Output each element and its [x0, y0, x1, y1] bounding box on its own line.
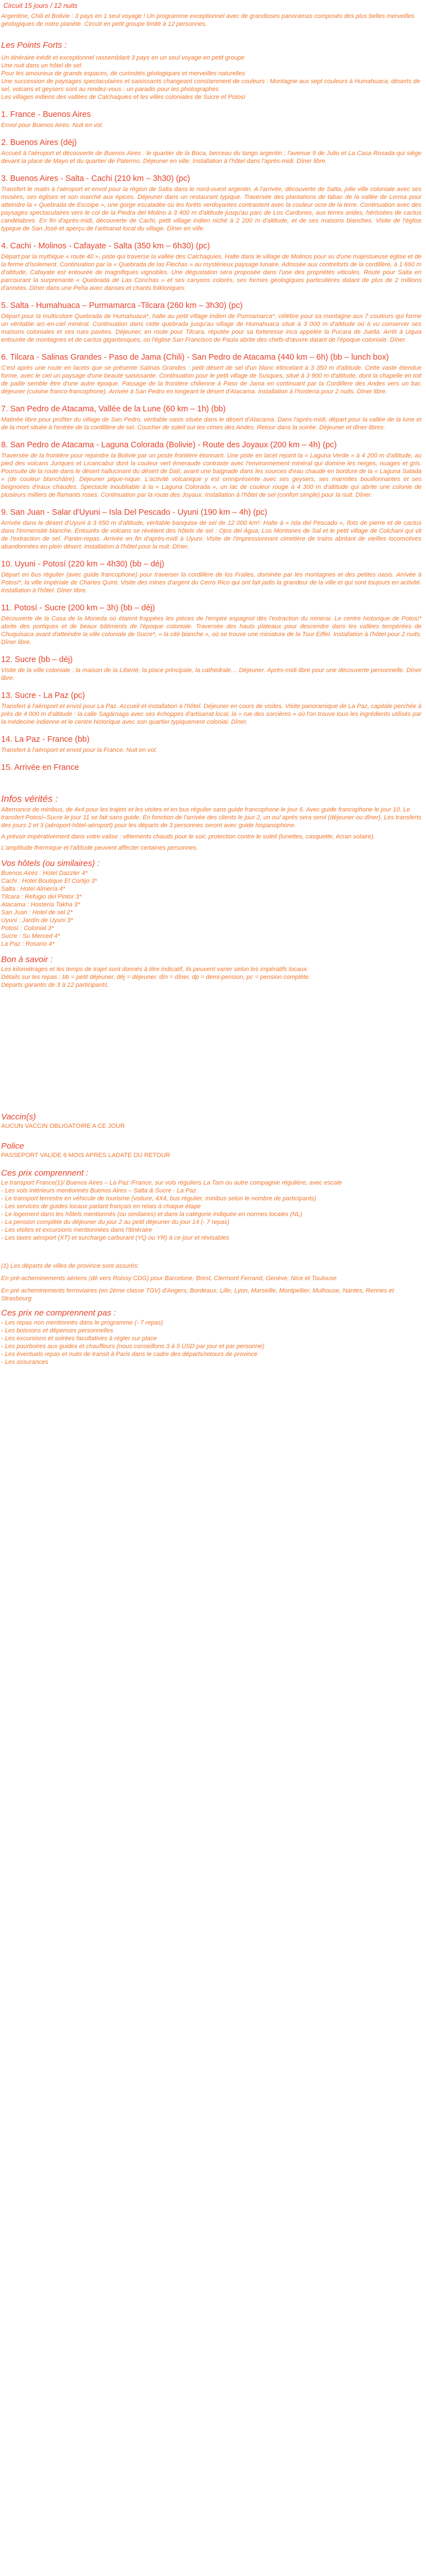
infos-title: Infos vérités : — [1, 793, 58, 804]
day-title: 15. Arrivée en France — [1, 763, 79, 772]
day-15 — [1, 763, 425, 773]
police-title: Police — [1, 1141, 24, 1151]
day-description: Découverte de la Casa de la Moneda où étaient frappées les pièces de l'empire espagnol dès l'extraction du minerai. Le centre historique de Potosí* abrite des portiques et de beaux bâtiments de l'époque coloniale. Traversée des hauts plateaux pour descendre dans les vallées tempérées de Chuquisaca avant d'atteindre la ville coloniale de Sucre*, « la cité blanche », où se trouve une miniature de la Tour Eiffel. Installation à l'hôtel pour 2 nuits. Dîner libre. — [1, 615, 422, 646]
exclus-list — [1, 1319, 425, 1366]
list-item: - Les excursions et soirées facultatives à régler sur place — [1, 1335, 157, 1342]
day-description: Départ pour la multicolore Quebrada de Humahuaca*, halte au petit village indien de Purmamarca*, célèbre pour sa montagne aux 7 couleurs qui forme un véritable arc-en-ciel minéral. Continuation dans cette quebrada jusqu'au village de Humahuaca situé à 3 000 m d'altitude où à vu conserver ses maisons coloniales et ses rues pavées. Déjeuner, en route pour Tilcara, réputée pour sa forteresse inca appelée la Pucara de Juella. Arrêt à Uquia entourée de montagnes et de cactus gigantesques, où l'église San Francisco de Paula abrite des chefs-d'œuvre datant de l'époque coloniale. Dîner. — [1, 313, 422, 343]
bon-savoir-paragraph: Départs garantis de 3 à 12 participants. — [1, 982, 110, 988]
list-item: - Le logement dans les hôtels mentionnés (ou similaires) et dans la catégorie indiquée en normes locales (NL) — [1, 1211, 302, 1218]
list-item: - Le transport terrestre en véhicule de tourisme (voiture, 4X4, bus régulier, minibus selon le nombre de participants) — [1, 1195, 316, 1202]
day-description: C'est après une route en lacets que se présente Salinas Grandes : petit désert de sel d'un blanc étincelant à 3 350 m d'altitude. Cette vaste étendue forme, avec le ciel un paysage d'une beauté saisissante. Continuation pour le petit village de Susques, situé à 3 900 m d'altitude, dont la chapelle en toit de paille semble être d'une autre époque. Passage de la frontière chilienne à Paso de Jama en continuant par la Cordillère des Andes vers un bar, déjeuner (cuisine franco-francophone). Arrivée à San Pedro en longeant le désert d'Atacama. Installation à l'hostería pour 2 nuits. Dîner libre. — [1, 365, 422, 395]
inclus-title: Ces prix comprennent : — [1, 1168, 89, 1178]
list-item: Salta : Hotel Almería 4* — [1, 886, 65, 892]
hotels-title: Vos hôtels (ou similaires) : — [1, 859, 100, 868]
day-3 — [1, 174, 425, 233]
day-description: Matinée libre pour profiter du village de San Pedro, véritable oasis située dans le désert d'Atacama. Dans l'après-midi, départ pour la vallée de la lune et de la mort située à l'entrée de la cordillère de sel. Coucher de soleil sur les cimes des Andes. Retour dans la soirée. Déjeuner et dîner libres. — [1, 416, 422, 431]
circuit-badge: Circuit 15 jours / 12 nuits — [3, 2, 78, 10]
list-item: - Les repas non mentionnés dans le programme (- 7 repas) — [1, 1319, 163, 1326]
day-title: 2. Buenos Aires (déj) — [1, 138, 77, 147]
exclus-title: Ces prix ne comprennent pas : — [1, 1308, 116, 1318]
list-item: - La pension complète du déjeuner du jour 2 au petit déjeuner du jour 14 (- 7 repas) — [1, 1219, 230, 1226]
day-description: Transfert à l'aéroport et envol pour La Paz. Accueil et installation à l'hôtel. Déjeuner en cours de visites. Visite panoramique de La Paz, capitale perchée à près de 4 000 m d'altitude : la calle Sagárnaga avec ses échoppes d'artisanat local, la « rue des sorcières » où l'on trouve tous les ingrédients utilisés par la médecine indienne et le centre historique avec son quartier typiquement colonial. Dîner. — [1, 703, 422, 725]
hotels-list — [1, 869, 425, 948]
list-item: Le transport France(1)/ Buenos Aires – La Paz /France, sur vols réguliers La Tam ou autre compagnie régulière, avec escale — [1, 1180, 342, 1186]
day-description: Visite de la ville coloniale : la maison de la Liberté, la place principale, la cathédrale… Déjeuner. Après-midi libre pour une découverte personnelle. Dîner libre. — [1, 667, 422, 682]
points-forts-list — [1, 54, 425, 101]
day-title: 11. Potosí - Sucre (200 km – 3h) (bb – déj) — [1, 604, 155, 613]
list-item: Une nuit dans un hôtel de sel — [1, 62, 81, 69]
bon-savoir-title: Bon à savoir : — [1, 955, 53, 964]
day-4 — [1, 241, 425, 292]
day-7 — [1, 404, 425, 432]
list-item: - Les pourboires aux guides et chauffeurs (nous conseillons 3 à 5 USD par jour et par personne) — [1, 1343, 265, 1350]
day-description: Envol pour Buenos Aires. Nuit en vol. — [1, 122, 103, 129]
day-description: Traversée de la frontière pour rejoindre la Bolivie par un poste frontière étonnant. Une piste en lacet rejoint la « Laguna Verde » à 4 200 m d'altitude, au pied des volcans Juriques et Licancabur dont la couleur vert émeraude contraste avec l'environnement minéral qui domine les neiges, nuages et gris. Poursuite de la route dans le désert hallucinant du désert de Dalí, avant une baignade dans les sources d'eau chaude en bordure de la « Laguna Salada » (de couleur blanchâtre). Déjeuner pique-nique. L'activité volcanique y est omniprésente avec ses geysers, ses marmites bouillonnantes et ses beignoires d'eaux chaudes. Spectacle inoubliable à la « Laguna Colorada », un lac de couleur rouge à 4 300 m d'altitude qui abrite une colonie de plusieurs milliers de flamants roses. Continuation par la route des Joyaux. Installation à l'hôtel de sel (confort simple) pour la nuit. Dîner. — [1, 452, 422, 498]
intro-text: Argentine, Chili et Bolivie : 3 pays en 1 seul voyage ! Un programme exceptionnel avec de grandioses panoramas composés des plus belles merveilles géologiques de notre planète. Circuit en petit groupe limité à 12 personnes. — [1, 13, 415, 28]
list-item: San Juan : Hotel de sel 2* — [1, 909, 73, 916]
day-title: 9. San Juan - Salar d'Uyuni – Isla Del Pescado - Uyuni (190 km – 4h) (pc) — [1, 508, 268, 517]
list-item: Tilcara : Refugio del Pintor 3* — [1, 894, 81, 900]
day-description: Transfert le matin à l'aéroport et envol pour la région de Salta dans le nord-ouest argentin. A l'arrivée, découverte de Salta, jolie ville coloniale avec ses musées, ses églises et son marché aux épices. Déjeuner dans un restaurant typique. Traversée des plantations de tabac de la vallée de Lerma pour atteindre la « Quebrada de Escoipe », une gorge escaladée où les forêts verdoyantes contrastent avec la couleur ocre de la terre. Continuation avec des paysages spectaculaires vers le col de la Piedra del Molino à 3 400 m d'altitude jusqu'au parc de Los Cardones, aux terres arides, hérissées de cactus candélabres. En fin d'après-midi, découverte de Cachi, petit village indien niché à 2 200 m d'altitude, et de ses maisons blanches. Visite de l'église typique de San José et aperçu de l'artisanat local du village. Dîner en ville. — [1, 186, 422, 232]
day-description: Arrivée dans le désert d'Uyuni à 3 650 m d'altitude, véritable banquise de sel de 12 000 km². Halte à « Isla del Pescado », îlots de pierre et de cactus dans l'immensité blanche. Entourés de volcans se révèlent des hôtels de sel : Ojos del Agua, Los Montones de Sal et le petit village de Colchani qui vit de l'extraction de sel. Panier-repas. Arrivée en fin d'après-midi à Uyuni. Visite de l'impressionnant cimetière de trains abritant de vieilles locomotives abandonnées en plein désert. Installation à l'hôtel pour la nuit. Dîner. — [1, 520, 422, 550]
footnote-paragraph: (1) Les départs de villes de province sont assurés: — [1, 1263, 139, 1269]
day-14 — [1, 734, 425, 754]
bon-savoir-text — [1, 965, 425, 989]
vaccins-text: AUCUN VACCIN OBLIGATOIRE A CE JOUR — [1, 1123, 125, 1130]
list-item: Les villages indiens des vallées de Calchaquies et les villes coloniales de Sucre et Potosí — [1, 94, 246, 101]
footnote-paragraph: En pré-acheminements aériens (dé vers Roissy CDG) pour Barcelone, Brest, Clermont Ferrand, Genève, Nice et Toulouse — [1, 1275, 337, 1282]
day-9 — [1, 507, 425, 551]
day-title: 1. France - Buenos Aires — [1, 110, 91, 119]
bon-savoir-paragraph: Détails sur les repas : bb = petit déjeuner, déj = déjeuner, dîn = dîner, dp = demi-pension, pc = pension complète. — [1, 974, 311, 981]
day-5 — [1, 301, 425, 344]
day-10 — [1, 559, 425, 595]
itinerary — [1, 110, 425, 773]
list-item: - Les visites et excursions mentionnées dans l'itinéraire — [1, 1227, 152, 1233]
day-title: 8. San Pedro de Atacama - Laguna Colorada (Bolivie) - Route des Joyaux (200 km – 4h) (pc) — [1, 441, 337, 450]
infos-paragraph: Alternance de minibus, de 4x4 pour les trajets et les visites et en bus régulier sans guide francophone le jour 6. Avec guide francophone le jour 10. Le transfert Potosí–Sucre le jour 11 se fait sans guide. En fonction de l'arrivée des clients le jour 2, un ou/ après sera servi (déjeuner ou dîner). Les transferts des jours 2 et 3 (aéroport-hôtel-aéroport) pour les départs de 3 personnes seront avec guide hispanophone. — [1, 806, 422, 829]
day-title: 5. Salta - Humahuaca – Purmamarca -Tilcara (260 km – 3h30) (pc) — [1, 301, 243, 310]
police-text: PASSEPORT VALIDE 6 MOIS APRES LADATE DU RETOUR — [1, 1152, 170, 1159]
points-forts-title: Les Points Forts : — [1, 40, 67, 50]
day-12 — [1, 655, 425, 682]
inclus-list — [1, 1179, 425, 1242]
footnote-paragraph: En pré acheminements ferroviaires (en 2ème classe TGV) d'Angers, Bordeaux, Lille, Lyon, Marseille, Montpellier, Mulhouse, Nantes, Rennes et Strasbourg — [1, 1287, 394, 1302]
blank-space — [1, 989, 425, 1110]
day-title: 12. Sucre (bb – déj) — [1, 655, 73, 664]
bon-savoir-paragraph: Les kilométrages et les temps de trajet sont donnés à titre indicatif, ils peuvent varier selon les impératifs locaux. — [1, 966, 309, 973]
list-item: - Les boissons et dépenses personnelles — [1, 1327, 114, 1334]
day-title: 13. Sucre - La Paz (pc) — [1, 691, 85, 700]
day-13 — [1, 691, 425, 726]
list-item: Cachi : Hotel Boutique El Cortijo 3* — [1, 878, 97, 885]
list-item: - Les éventuels repas et nuits de transit à Paris dans le cadre des départs/retours de province — [1, 1351, 258, 1358]
infos-paragraph: A prévoir impérativement dans votre valise : vêtements chauds pour le soir, protection contre le soleil (lunettes, casquette, écran solaire). — [1, 833, 375, 840]
day-6 — [1, 352, 425, 396]
day-8 — [1, 440, 425, 499]
day-description: Accueil à l'aéroport et découverte de Buenos Aires : le quartier de la Boca, berceau du tango argentin ; l'avenue 9 de Julio et La Casa Rosada qui siège devant la place de Mayo et du quartier de Palermo. Déjeuner en ville. Installation à l'hôtel dans l'après-midi. Dîner libre. — [1, 150, 422, 165]
list-item: Potosí : Colonial 3* — [1, 925, 54, 932]
day-title: 3. Buenos Aires - Salta - Cachi (210 km – 3h30) (pc) — [1, 174, 191, 183]
day-title: 4. Cachi - Molinos - Cafayate - Salta (350 km – 6h30) (pc) — [1, 242, 210, 251]
day-description: Départ en bus régulier (avec guide francophone) pour traverser la cordillère de los Frailes, dominée par les montagnes et des petites oasis. Arrivée à Potosí*, la ville impériale de Charles Quint. Visite des mines d'argent du Cerro Rico qui ont fait jadis la grandeur de la ville et qui sont toujours en activité. Installation à l'hôtel. Dîner libre. — [1, 572, 422, 594]
list-item: Atacama : Hostería Takha 3* — [1, 901, 80, 908]
list-item: Un itinéraire inédit et exceptionnel rassemblant 3 pays en un seul voyage en petit groupe — [1, 55, 244, 61]
vaccins-title: Vaccin(s) — [1, 1112, 36, 1122]
day-title: 10. Uyuni - Potosí (220 km – 4h30) (bb – déj) — [1, 560, 165, 569]
footnote — [1, 1262, 425, 1303]
infos-text — [1, 806, 425, 852]
list-item: - Les taxes aéroport (XT) et surcharge carburant (YQ ou YR) à ce jour et révisables — [1, 1235, 229, 1241]
day-title: 7. San Pedro de Atacama, Vallée de la Lune (60 km – 1h) (bb) — [1, 405, 226, 414]
day-title: 6. Tilcara - Salinas Grandes - Paso de Jama (Chili) - San Pedro de Atacama (440 km – 6h) (bb – lunch box) — [1, 353, 389, 362]
list-item: Uyuni : Jardín de Uyuni 3* — [1, 917, 73, 924]
list-item: Buenos Aires : Hotel Dazzler 4* — [1, 870, 88, 877]
list-item: Une succession de paysages spectaculaires et saisissants changeant constamment de couleurs : Montagne aux sept couleurs à Humahuaca, déserts de sel, volcans et geysers sont au rendez-vous : un paradis pour les photographes — [1, 78, 420, 93]
day-1 — [1, 110, 425, 129]
list-item: - Les services de guides locaux parlant français en relais à chaque étape — [1, 1203, 201, 1210]
list-item: Pour les amoureux de grands espaces, de curiosités géologiques et merveilles naturelles — [1, 70, 246, 77]
day-description: Transfert à l'aéroport et envol pour la France. Nuit en vol. — [1, 747, 157, 754]
infos-paragraph: L'amplitude thermique et l'altitude peuvent affecter certaines personnes. — [1, 845, 198, 851]
day-2 — [1, 138, 425, 165]
day-11 — [1, 603, 425, 646]
day-title: 14. La Paz - France (bb) — [1, 735, 90, 744]
day-description: Départ par la mythique « route 40 », piste qui traverse la vallée des Calchaquies. Halte dans le village de Molinos pour vu d'une majestueuse église et de la ferme d'isolement. Continuation par la « Quebrada de las Flechas » au mystérieux paysage lunaire. Adossée aux contreforts de la cordillère, à 1 660 m d'altitude, Cafayate est entourée de magnifiques vignobles. Une dégustation sera proposée dans l'une des propriétés viticoles. Route pour Salta en parcourant la surprenante « Quebrada de Las Conchas » et ses canyons colorés, ses formes géologiques particulières datant de plus de 2 millions d'années. Dîner dans une Peña avec danses et chants folkloriques. — [1, 253, 422, 292]
list-item: Sucre : Su Merced 4* — [1, 933, 60, 940]
list-item: - Les assurances — [1, 1359, 48, 1366]
list-item: La Paz : Rosario 4* — [1, 941, 55, 947]
list-item: - Les vols intérieurs mentionnés Buenos Aires – Salta & Sucre - La Paz — [1, 1187, 196, 1194]
